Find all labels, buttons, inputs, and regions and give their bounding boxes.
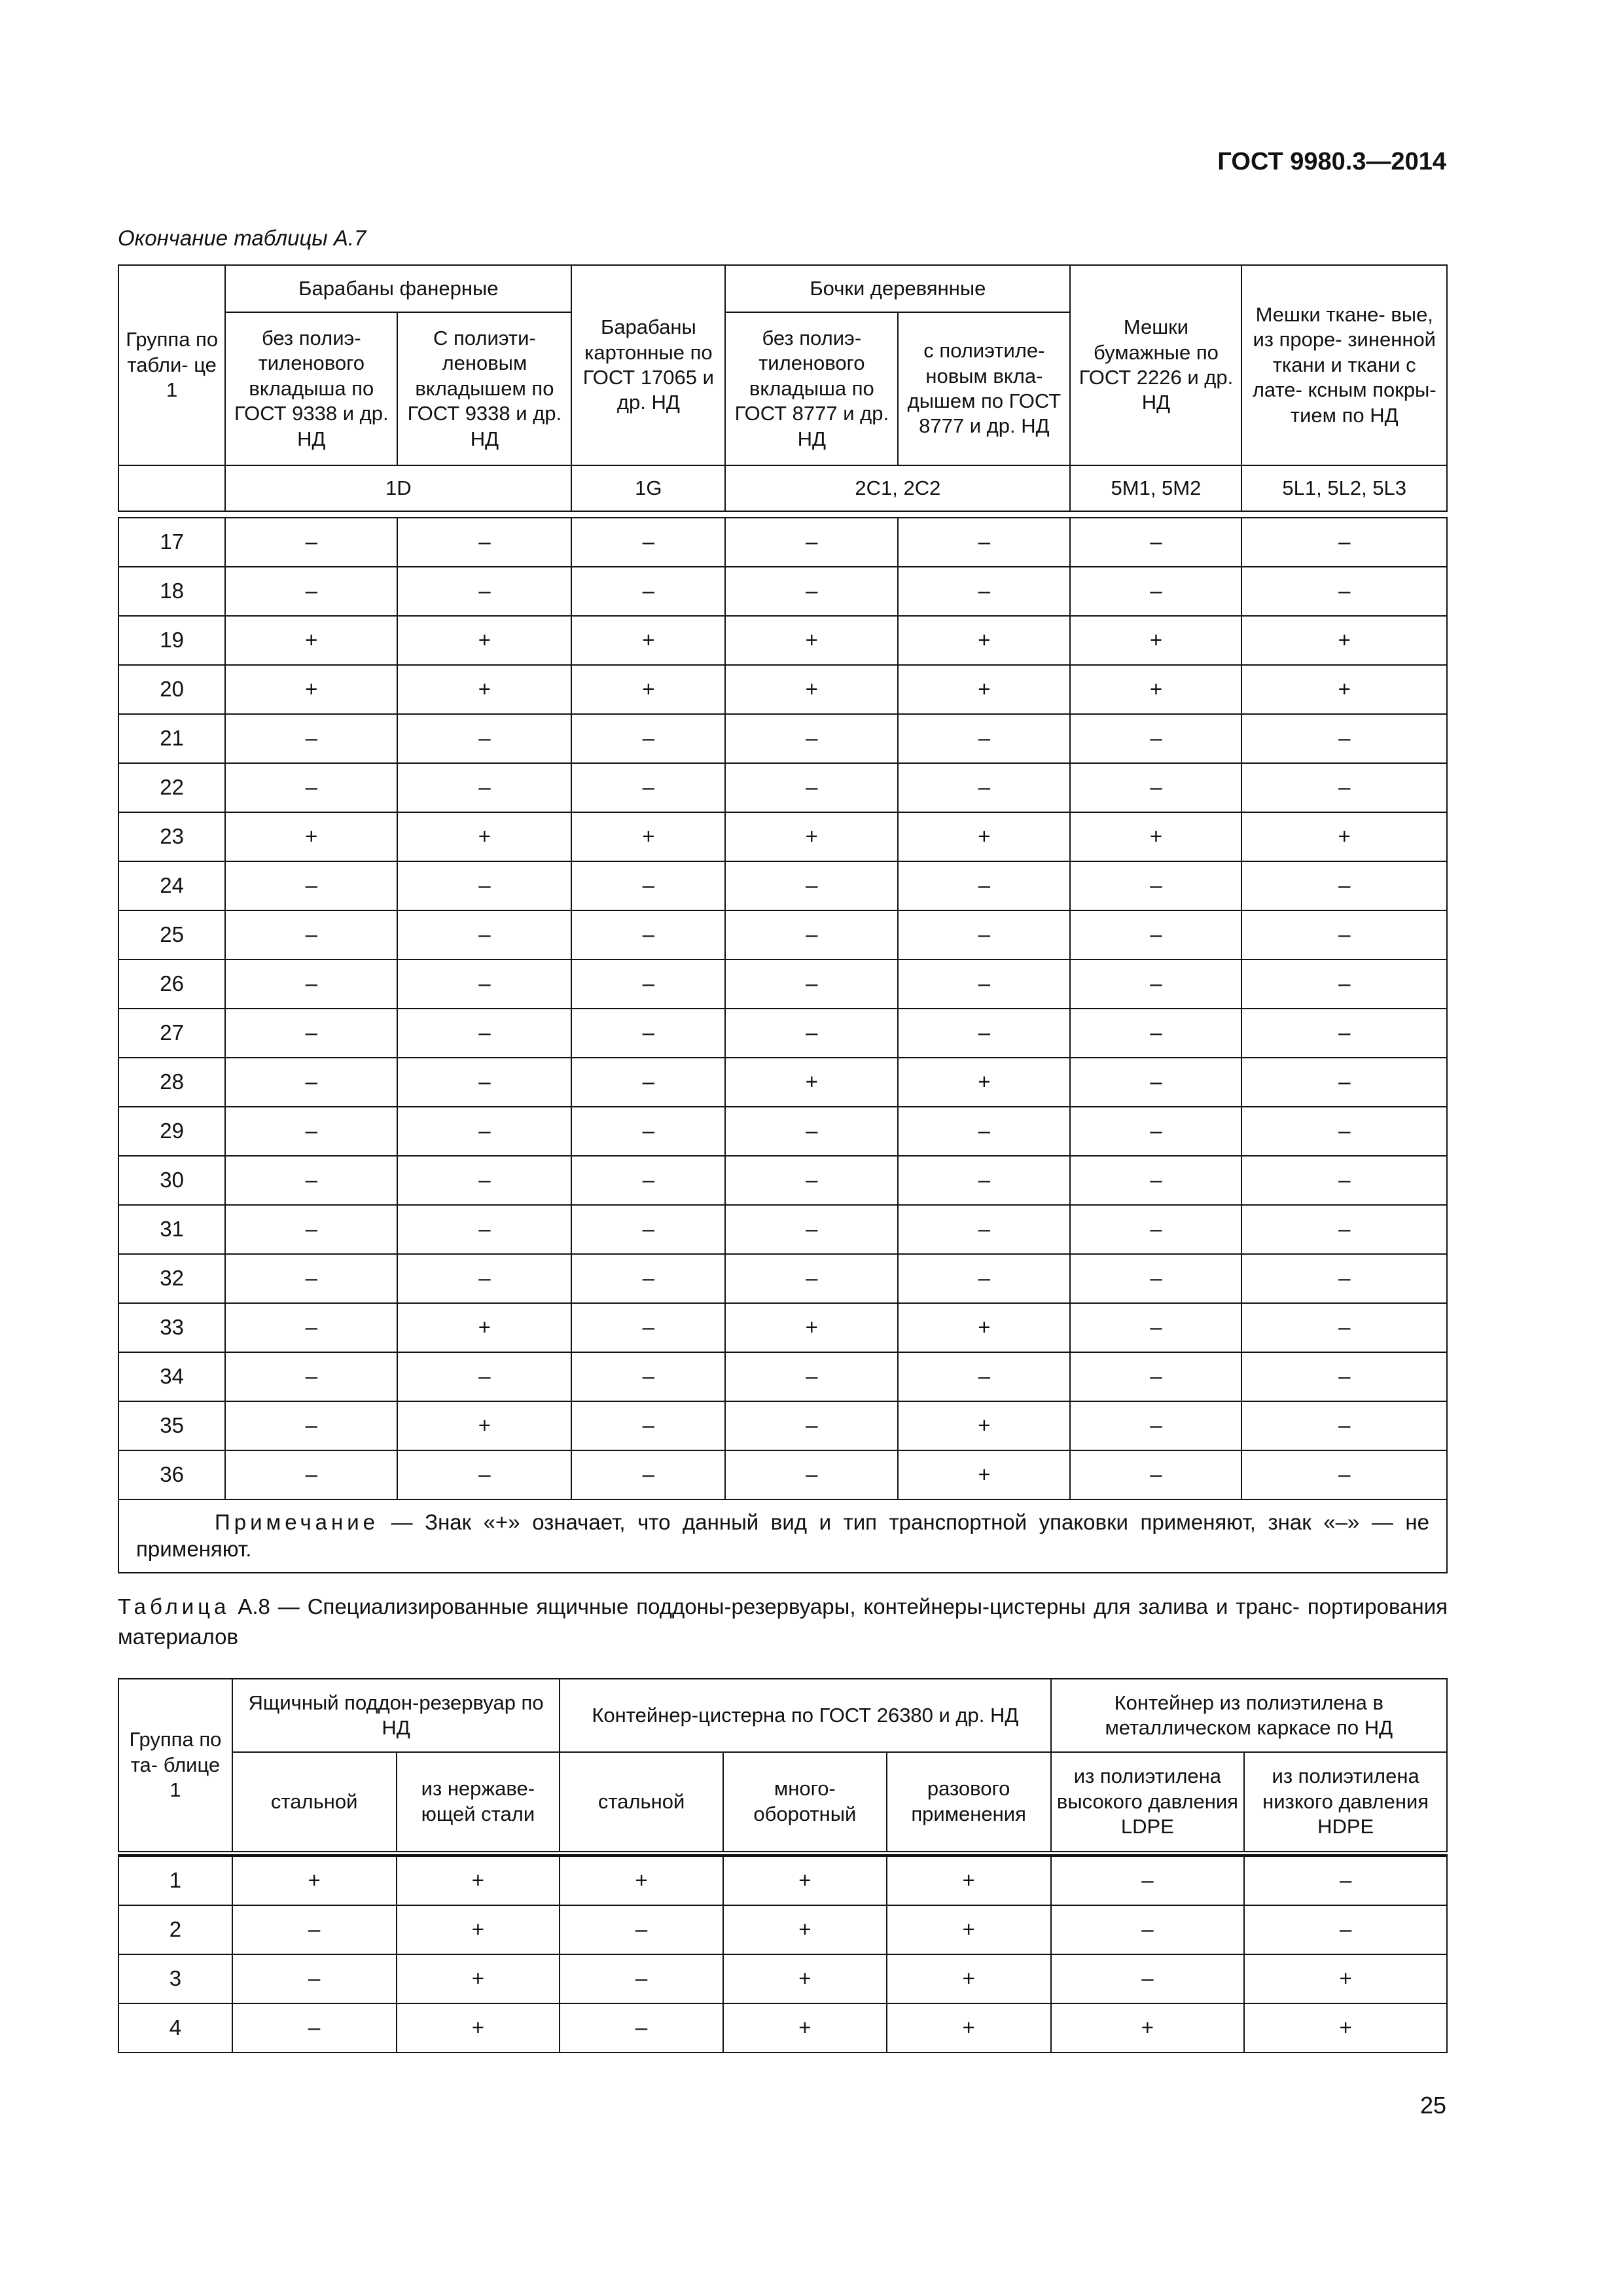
a8-header-pallet-stainless: из нержаве- ющей стали [397,1752,560,1853]
mark-cell: – [1241,1009,1447,1058]
header-code-2c: 2C1, 2C2 [725,465,1070,511]
table-a7-header [118,265,1447,518]
mark-cell: + [723,1905,887,1954]
header-barrels-cardboard: Барабаны картонные по ГОСТ 17065 и др. НД [571,265,725,465]
a8-header-tank-container: Контейнер-цистерна по ГОСТ 26380 и др. НД [560,1679,1050,1752]
mark-cell: – [898,910,1070,960]
group-number-cell: 30 [118,1156,225,1205]
mark-cell: + [225,812,397,861]
mark-cell: + [725,616,898,665]
mark-cell: – [898,763,1070,812]
a8-header-pe-container: Контейнер из полиэтилена в металлическом каркасе по НД [1051,1679,1447,1752]
header-code-5m: 5M1, 5M2 [1070,465,1241,511]
table-row [118,1205,1447,1254]
mark-cell: – [225,1401,397,1450]
document-header: ГОСТ 9980.3—2014 [1217,148,1446,175]
mark-cell: – [571,1156,725,1205]
mark-cell: – [397,714,571,763]
mark-cell: – [1241,567,1447,616]
table-row [118,616,1447,665]
mark-cell: – [560,1905,723,1954]
mark-cell: – [1241,1205,1447,1254]
mark-cell: – [725,1450,898,1499]
group-number-cell: 27 [118,1009,225,1058]
group-number-cell: 34 [118,1352,225,1401]
mark-cell: – [1070,910,1241,960]
mark-cell: – [1070,1058,1241,1107]
mark-cell: – [225,1352,397,1401]
group-number-cell: 22 [118,763,225,812]
group-number-cell: 21 [118,714,225,763]
mark-cell: – [571,1450,725,1499]
mark-cell: – [225,1254,397,1303]
mark-cell: – [225,910,397,960]
note-text: — Знак «+» означает, что данный вид и тип транспортной упаковки применяют, знак «–» — не применяют. [136,1510,1429,1561]
mark-cell: – [725,1401,898,1450]
table-row [118,1107,1447,1156]
table-row [118,1254,1447,1303]
mark-cell: – [1241,1156,1447,1205]
table-a8-caption-label: Таблица [118,1594,230,1619]
mark-cell: + [397,1905,560,1954]
table-a7-note [118,1499,1447,1573]
a8-header-tank-single-use: разового применения [887,1752,1051,1853]
header-group: Группа по табли- це 1 [118,265,225,465]
mark-cell: – [225,567,397,616]
header-code-1d: 1D [225,465,571,511]
mark-cell: – [1070,861,1241,910]
table-row [118,2003,1447,2053]
header-code-5l: 5L1, 5L2, 5L3 [1241,465,1447,511]
table-a8-header [118,1679,1447,1856]
mark-cell: – [571,1009,725,1058]
mark-cell: – [397,1009,571,1058]
mark-cell: + [397,616,571,665]
mark-cell: – [1051,1954,1245,2003]
header-casks-with-liner: с полиэтиле- новым вкла- дышем по ГОСТ 8777 и др. НД [898,312,1070,465]
a8-header-pe-hdpe: из полиэтилена низкого давления HDPE [1244,1752,1447,1853]
table-row [118,1156,1447,1205]
table-row [118,518,1447,567]
mark-cell: – [1070,1254,1241,1303]
mark-cell: – [571,1401,725,1450]
header-plywood-with-liner: С полиэти- леновым вкладышем по ГОСТ 9338 и др. НД [397,312,571,465]
mark-cell: + [397,1856,560,1905]
mark-cell: – [1070,1450,1241,1499]
mark-cell: – [1241,1352,1447,1401]
mark-cell: + [571,665,725,714]
table-row [118,1401,1447,1450]
mark-cell: – [1241,1254,1447,1303]
mark-cell: – [225,1107,397,1156]
mark-cell: – [725,1156,898,1205]
group-number-cell: 19 [118,616,225,665]
group-number-cell: 33 [118,1303,225,1352]
table-row [118,1352,1447,1401]
mark-cell: – [571,1352,725,1401]
mark-cell: – [571,1058,725,1107]
mark-cell: + [1070,812,1241,861]
table-a8-caption [118,1592,1448,1651]
mark-cell: + [397,1954,560,2003]
mark-cell: – [725,1254,898,1303]
mark-cell: – [571,910,725,960]
mark-cell: – [571,714,725,763]
mark-cell: – [571,567,725,616]
mark-cell: – [571,1254,725,1303]
mark-cell: + [898,665,1070,714]
mark-cell: – [397,518,571,567]
mark-cell: + [898,1401,1070,1450]
mark-cell: – [225,1156,397,1205]
group-number-cell: 4 [118,2003,232,2053]
mark-cell: + [725,812,898,861]
mark-cell: + [898,812,1070,861]
group-number-cell: 24 [118,861,225,910]
table-row [118,1856,1447,1905]
mark-cell: – [397,1450,571,1499]
mark-cell: – [725,763,898,812]
mark-cell: + [571,616,725,665]
mark-cell: – [571,960,725,1009]
group-number-cell: 31 [118,1205,225,1254]
mark-cell: + [225,665,397,714]
mark-cell: – [397,1352,571,1401]
mark-cell: – [1241,763,1447,812]
table-a7-header-gap [118,511,1447,518]
mark-cell: + [887,1954,1051,2003]
table-row [118,1954,1447,2003]
table-a7 [118,264,1448,1573]
group-number-cell: 25 [118,910,225,960]
table-a8 [118,1678,1448,2053]
group-number-cell: 2 [118,1905,232,1954]
a8-header-group: Группа по та- блице 1 [118,1679,232,1853]
mark-cell: – [1241,714,1447,763]
group-number-cell: 28 [118,1058,225,1107]
mark-cell: – [1070,1107,1241,1156]
mark-cell: + [725,665,898,714]
mark-cell: – [898,861,1070,910]
mark-cell: – [1241,518,1447,567]
table-a8-body [118,1856,1447,2053]
mark-cell: + [571,812,725,861]
mark-cell: – [1070,567,1241,616]
mark-cell: – [571,861,725,910]
page-number: 25 [1419,2092,1446,2119]
a8-header-pallet-tank: Ящичный поддон-резервуар по НД [232,1679,560,1752]
mark-cell: – [1070,1303,1241,1352]
mark-cell: – [725,861,898,910]
mark-cell: – [560,2003,723,2053]
mark-cell: + [225,616,397,665]
group-number-cell: 1 [118,1856,232,1905]
mark-cell: – [225,763,397,812]
mark-cell: – [397,910,571,960]
mark-cell: – [725,910,898,960]
mark-cell: + [1241,812,1447,861]
note-label: Примечание [215,1510,380,1534]
mark-cell: – [1070,1009,1241,1058]
header-plywood-no-liner: без полиэ- тиленового вкладыша по ГОСТ 9338 и др. НД [225,312,397,465]
mark-cell: – [397,1205,571,1254]
table-row [118,714,1447,763]
mark-cell: – [397,861,571,910]
group-number-cell: 35 [118,1401,225,1450]
mark-cell: – [898,1352,1070,1401]
mark-cell: – [725,567,898,616]
mark-cell: + [898,1450,1070,1499]
mark-cell: – [232,1905,397,1954]
mark-cell: – [1241,861,1447,910]
mark-cell: – [898,960,1070,1009]
mark-cell: + [232,1856,397,1905]
mark-cell: + [397,1401,571,1450]
mark-cell: – [397,1058,571,1107]
mark-cell: + [898,1303,1070,1352]
mark-cell: – [225,960,397,1009]
mark-cell: – [725,518,898,567]
table-row [118,960,1447,1009]
group-number-cell: 18 [118,567,225,616]
mark-cell: – [898,714,1070,763]
mark-cell: + [725,1303,898,1352]
mark-cell: + [397,665,571,714]
mark-cell: – [1241,910,1447,960]
header-bags-woven: Мешки ткане- вые, из проре- зиненной ткани и ткани с лате- ксным покры- тием по НД [1241,265,1447,465]
group-number-cell: 3 [118,1954,232,2003]
table-row [118,1009,1447,1058]
mark-cell: – [1070,1205,1241,1254]
mark-cell: – [1070,763,1241,812]
table-row [118,861,1447,910]
header-code-empty [118,465,225,511]
table-a7-caption: Окончание таблицы А.7 [118,226,366,250]
mark-cell: + [1241,616,1447,665]
mark-cell: – [571,1303,725,1352]
table-a7-body [118,518,1447,1499]
mark-cell: – [1070,1156,1241,1205]
a8-header-tank-reusable: много- оборотный [723,1752,887,1853]
mark-cell: – [225,1009,397,1058]
group-number-cell: 17 [118,518,225,567]
mark-cell: – [225,518,397,567]
mark-cell: – [397,567,571,616]
mark-cell: – [898,1156,1070,1205]
group-number-cell: 20 [118,665,225,714]
group-number-cell: 32 [118,1254,225,1303]
mark-cell: + [898,616,1070,665]
table-row [118,910,1447,960]
mark-cell: – [225,1450,397,1499]
a8-header-pallet-steel: стальной [232,1752,397,1853]
table-row [118,567,1447,616]
table-a8-caption-text: А.8 — Специализированные ящичные поддоны-резервуары, контейнеры-цистерны для залива и транс- портирования материалов [118,1594,1448,1649]
mark-cell: – [1070,1401,1241,1450]
group-number-cell: 36 [118,1450,225,1499]
mark-cell: – [225,714,397,763]
mark-cell: – [225,1303,397,1352]
mark-cell: + [1070,616,1241,665]
mark-cell: + [1244,2003,1447,2053]
mark-cell: – [725,1009,898,1058]
mark-cell: – [1051,1905,1245,1954]
table-row [118,1303,1447,1352]
table-row [118,1905,1447,1954]
mark-cell: – [397,1107,571,1156]
mark-cell: – [560,1954,723,2003]
mark-cell: – [1241,1058,1447,1107]
mark-cell: – [898,1107,1070,1156]
mark-cell: + [1241,665,1447,714]
mark-cell: + [723,1954,887,2003]
mark-cell: – [898,1205,1070,1254]
header-barrels-plywood: Барабаны фанерные [225,265,571,312]
mark-cell: + [725,1058,898,1107]
mark-cell: + [898,1058,1070,1107]
mark-cell: – [1051,1856,1245,1905]
mark-cell: – [1241,1401,1447,1450]
mark-cell: – [571,1205,725,1254]
mark-cell: – [898,1009,1070,1058]
mark-cell: – [571,518,725,567]
mark-cell: + [723,1856,887,1905]
mark-cell: + [887,2003,1051,2053]
mark-cell: – [898,518,1070,567]
mark-cell: – [1244,1905,1447,1954]
mark-cell: + [397,812,571,861]
a8-header-tank-steel: стальной [560,1752,723,1853]
mark-cell: – [225,861,397,910]
mark-cell: + [1070,665,1241,714]
mark-cell: – [571,763,725,812]
table-row [118,665,1447,714]
mark-cell: – [571,1107,725,1156]
mark-cell: – [1070,714,1241,763]
mark-cell: + [887,1856,1051,1905]
mark-cell: – [725,960,898,1009]
group-number-cell: 26 [118,960,225,1009]
mark-cell: – [1070,960,1241,1009]
mark-cell: + [887,1905,1051,1954]
header-casks-no-liner: без полиэ- тиленового вкладыша по ГОСТ 8777 и др. НД [725,312,898,465]
mark-cell: – [1241,1450,1447,1499]
header-bags-paper: Мешки бумажные по ГОСТ 2226 и др. НД [1070,265,1241,465]
mark-cell: – [725,714,898,763]
mark-cell: – [1070,1352,1241,1401]
table-row [118,812,1447,861]
mark-cell: + [723,2003,887,2053]
header-casks-wooden: Бочки деревянные [725,265,1070,312]
mark-cell: – [397,763,571,812]
mark-cell: – [225,1205,397,1254]
mark-cell: – [397,1254,571,1303]
mark-cell: + [560,1856,723,1905]
mark-cell: + [1244,1954,1447,2003]
mark-cell: – [725,1352,898,1401]
mark-cell: – [725,1107,898,1156]
mark-cell: – [397,960,571,1009]
a8-header-pe-ldpe: из полиэтилена высокого давления LDPE [1051,1752,1245,1853]
mark-cell: – [1241,960,1447,1009]
mark-cell: – [225,1058,397,1107]
mark-cell: – [725,1205,898,1254]
header-code-1g: 1G [571,465,725,511]
mark-cell: + [397,2003,560,2053]
mark-cell: – [397,1156,571,1205]
table-row [118,763,1447,812]
mark-cell: – [1241,1303,1447,1352]
mark-cell: – [1244,1856,1447,1905]
mark-cell: – [1241,1107,1447,1156]
mark-cell: + [397,1303,571,1352]
mark-cell: – [232,2003,397,2053]
mark-cell: – [898,1254,1070,1303]
table-row [118,1058,1447,1107]
mark-cell: + [1051,2003,1245,2053]
group-number-cell: 29 [118,1107,225,1156]
mark-cell: – [232,1954,397,2003]
mark-cell: – [898,567,1070,616]
group-number-cell: 23 [118,812,225,861]
table-row [118,1450,1447,1499]
mark-cell: – [1070,518,1241,567]
